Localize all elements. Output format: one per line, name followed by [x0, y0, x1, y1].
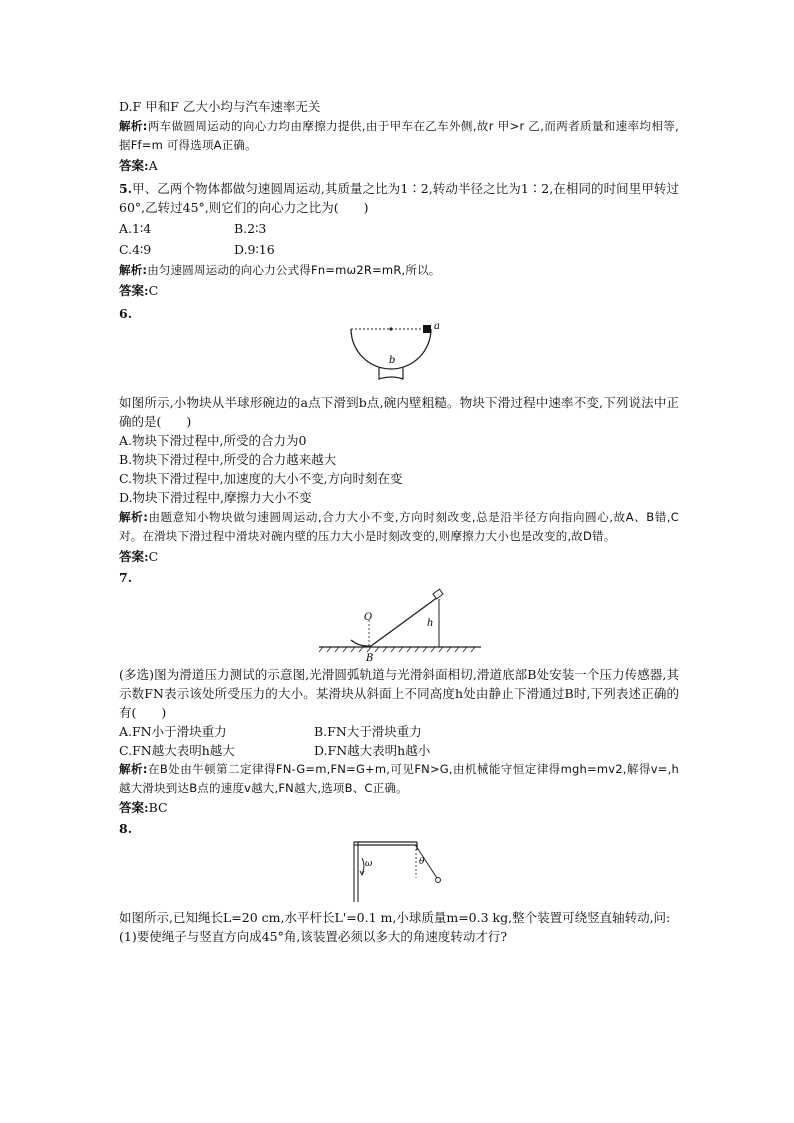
q5-stem-text: 甲、乙两个物体都做匀速圆周运动,其质量之比为1∶2,转动半径之比为1∶2,在相同的时间里甲转过60°,乙转过45°,则它们的向心力之比为( ) — [119, 181, 679, 215]
q6-number-text: 6. — [119, 306, 133, 321]
q4-analysis-text: 两车做圆周运动的向心力均由摩擦力提供,由于甲车在乙车外侧,故r 甲>r 乙,而两者质量和速率均相等,据Ff=m 可得选项A正确。 — [119, 119, 679, 152]
q7-options-row2 — [119, 741, 679, 760]
q7-label-b: B — [366, 653, 374, 663]
q6-analysis-text: 由题意知小物块做匀速圆周运动,合力大小不变,方向时刻改变,总是沿半径方向指向圆心,故A、B错,C对。在滑块下滑过程中滑块对碗内壁的压力大小是时刻改变的,则摩擦力大小也是改变的,故D错。 — [119, 510, 679, 543]
q5-answer-value: C — [148, 283, 159, 298]
q6-answer — [119, 547, 679, 566]
q7-number-text: 7. — [119, 570, 133, 585]
q6-stem: 如图所示,小物块从半球形碗边的a点下滑到b点,碗内壁粗糙。物块下滑过程中速率不变,下列说法中正确的是( ) — [119, 395, 679, 429]
q5-option-a: A.1∶4 — [119, 221, 152, 236]
q6-bowl-figure — [119, 321, 679, 391]
q6-option-c: C.物块下滑过程中,加速度的大小不变,方向时刻在变 — [119, 471, 403, 486]
q5-options-row2 — [119, 240, 679, 259]
q8-ball — [436, 878, 441, 883]
q8-rotation-figure — [119, 836, 679, 906]
q4-answer-value: A — [148, 158, 158, 173]
answer-label: 答案: — [119, 283, 149, 298]
answer-label: 答案: — [119, 158, 149, 173]
q7-slide-figure — [119, 585, 679, 663]
q5-analysis-text: 由匀速圆周运动的向心力公式得Fn=mω2R=mR,所以。 — [147, 263, 441, 277]
q5-option-d: D.9∶16 — [234, 242, 275, 257]
analysis-label: 解析: — [119, 119, 148, 133]
analysis-label: 解析: — [119, 762, 148, 776]
q7-analysis-text: 在B处由牛顿第二定律得FN-G=m,FN=G+m,可见FN>G,由机械能守恒定律得mgh=mv2,解得v=,h越大滑块到达B点的速度v越大,FN越大,选项B、C正确。 — [119, 762, 679, 795]
q5-stem — [119, 179, 679, 217]
q7-options-row1 — [119, 722, 679, 741]
answer-label: 答案: — [119, 800, 149, 815]
document-page — [119, 94, 679, 946]
q6-option-a: A.物块下滑过程中,所受的合力为0 — [119, 433, 307, 448]
q7-option-c: C.FN越大表明h越大 — [119, 743, 235, 758]
q8-stem: 如图所示,已知绳长L=20 cm,水平杆长L'=0.1 m,小球质量m=0.3 kg,整个装置可绕竖直轴转动,问: — [119, 910, 671, 925]
q5-option-c: C.4∶9 — [119, 242, 152, 257]
q6-label-a: a — [434, 321, 440, 332]
q7-option-a: A.FN小于滑块重力 — [119, 724, 227, 739]
analysis-label: 解析: — [119, 510, 149, 524]
q4-answer — [119, 156, 679, 175]
q7-option-b: B.FN大于滑块重力 — [314, 724, 422, 739]
q6-option-b: B.物块下滑过程中,所受的合力越来越大 — [119, 452, 337, 467]
q5-options-row1 — [119, 219, 679, 238]
q7-analysis — [119, 760, 679, 798]
q7-answer — [119, 798, 679, 817]
q7-option-d: D.FN越大表明h越小 — [314, 743, 431, 758]
q7-ground-hatch — [319, 647, 475, 652]
q7-label-h: h — [427, 618, 434, 629]
q6-analysis — [119, 508, 679, 546]
q7-label-o: O — [364, 612, 373, 623]
q4-analysis — [119, 117, 679, 155]
q6-answer-value: C — [148, 549, 159, 564]
answer-label: 答案: — [119, 549, 149, 564]
q4-option-d: D.F 甲和F 乙大小均与汽车速率无关 — [119, 99, 321, 114]
q8-sub-question-1: (1)要使绳子与竖直方向成45°角,该装置必须以多大的角速度转动才行? — [119, 929, 508, 944]
q7-stem: (多选)图为滑道压力测试的示意图,光滑圆弧轨道与光滑斜面相切,滑道底部B处安装一个压力传感器,其示数FN表示该处所受压力的大小。某滑块从斜面上不同高度h处由静止下滑通过B时,下列表述正确的有( ) — [119, 667, 679, 720]
analysis-label: 解析: — [119, 263, 148, 277]
q7-answer-value: BC — [148, 800, 168, 815]
q6-block — [423, 325, 431, 333]
q5-answer — [119, 281, 679, 300]
q5-number: 5. — [119, 181, 133, 196]
q8-label-omega: ω — [365, 859, 373, 869]
q5-analysis — [119, 261, 679, 280]
q6-option-d: D.物块下滑过程中,摩擦力大小不变 — [119, 490, 312, 505]
q6-label-b: b — [389, 355, 396, 366]
q8-number-text: 8. — [119, 821, 133, 836]
q5-option-b: B.2∶3 — [234, 221, 267, 236]
q8-label-theta: θ — [419, 857, 425, 867]
